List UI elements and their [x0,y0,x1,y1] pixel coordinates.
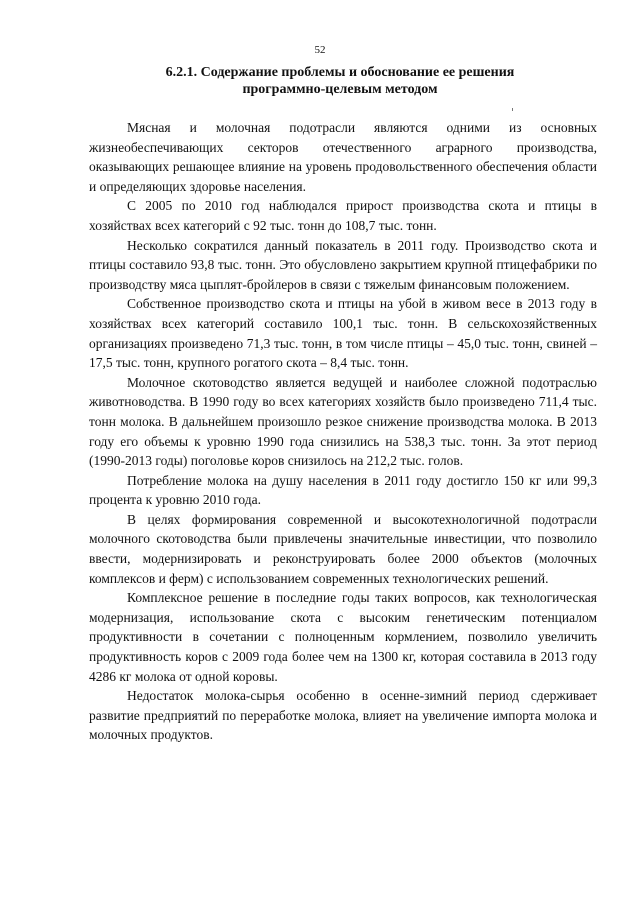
section-heading [120,64,560,98]
section-heading-line-2: программно-целевым методом [242,82,438,97]
page-number: 52 [314,44,326,56]
paragraph-5: Молочное скотоводство является ведущей и наиболее сложной подотраслью животноводства. В 1990 году во всех категориях хозяйств было произведено 711,4 тыс. тонн молока. В дальнейшем произошло резкое снижение производства молока. В 2013 году его объемы к уровню 1990 года снизились на 538,3 тыс. тонн. За этот период (1990-2013 годы) поголовье коров снизилось на 212,2 тыс. голов. [89,374,597,469]
paragraph-6: Потребление молока на душу населения в 2011 году достигло 150 кг или 99,3 процента к уровню 2010 года. [89,472,597,508]
body-text [89,118,597,745]
paragraph-2: С 2005 по 2010 год наблюдался прирост производства скота и птицы в хозяйствах всех категорий с 92 тыс. тонн до 108,7 тыс. тонн. [89,198,597,233]
scan-mark [512,108,513,111]
section-heading-line-1: 6.2.1. Содержание проблемы и обоснование ее решения [165,65,515,80]
paragraph-7: В целях формирования современной и высокотехнологичной подотрасли молочного скотоводства были привлечены значительные инвестиции, что позволило ввести, модернизировать и реконструировать более 2000 объектов (молочных комплексов и ферм) с использованием современных технологических решений. [89,511,597,586]
paragraph-4: Собственное производство скота и птицы на убой в живом весе в 2013 году в хозяйствах всех категорий составило 100,1 тыс. тонн. В сельскохозяйственных организациях произведено 71,3 тыс. тонн, в том числе птицы – 45,0 тыс. тонн, свиней – 17,5 тыс. тонн, крупного рогатого скота – 8,4 тыс. тонн. [89,296,597,371]
paragraph-3: Несколько сократился данный показатель в 2011 году. Производство скота и птицы составило 93,8 тыс. тонн. Это обусловлено закрытием крупной птицефабрики по производству мяса цыплят-бройлеров в связи с тяжелым финансовым положением. [89,237,597,292]
paragraph-1: Мясная и молочная подотрасли являются одними из основных жизнеобеспечивающих секторов отечественного аграрного производства, оказывающих решающее влияние на уровень продовольственного обеспечения области и определяющих здоровье населения. [89,120,597,194]
paragraph-9: Недостаток молока-сырья особенно в осенне-зимний период сдерживает развитие предприятий по переработке молока, влияет на увеличение импорта молока и молочных продуктов. [89,688,597,743]
paragraph-8: Комплексное решение в последние годы таких вопросов, как технологическая модернизация, использование скота с высоким генетическим потенциалом продуктивности в сочетании с полноценным кормлением, позволило увеличить продуктивность коров с 2009 года более чем на 1300 кг, которая составила в 2013 году 4286 кг молока от одной коровы. [89,590,597,684]
